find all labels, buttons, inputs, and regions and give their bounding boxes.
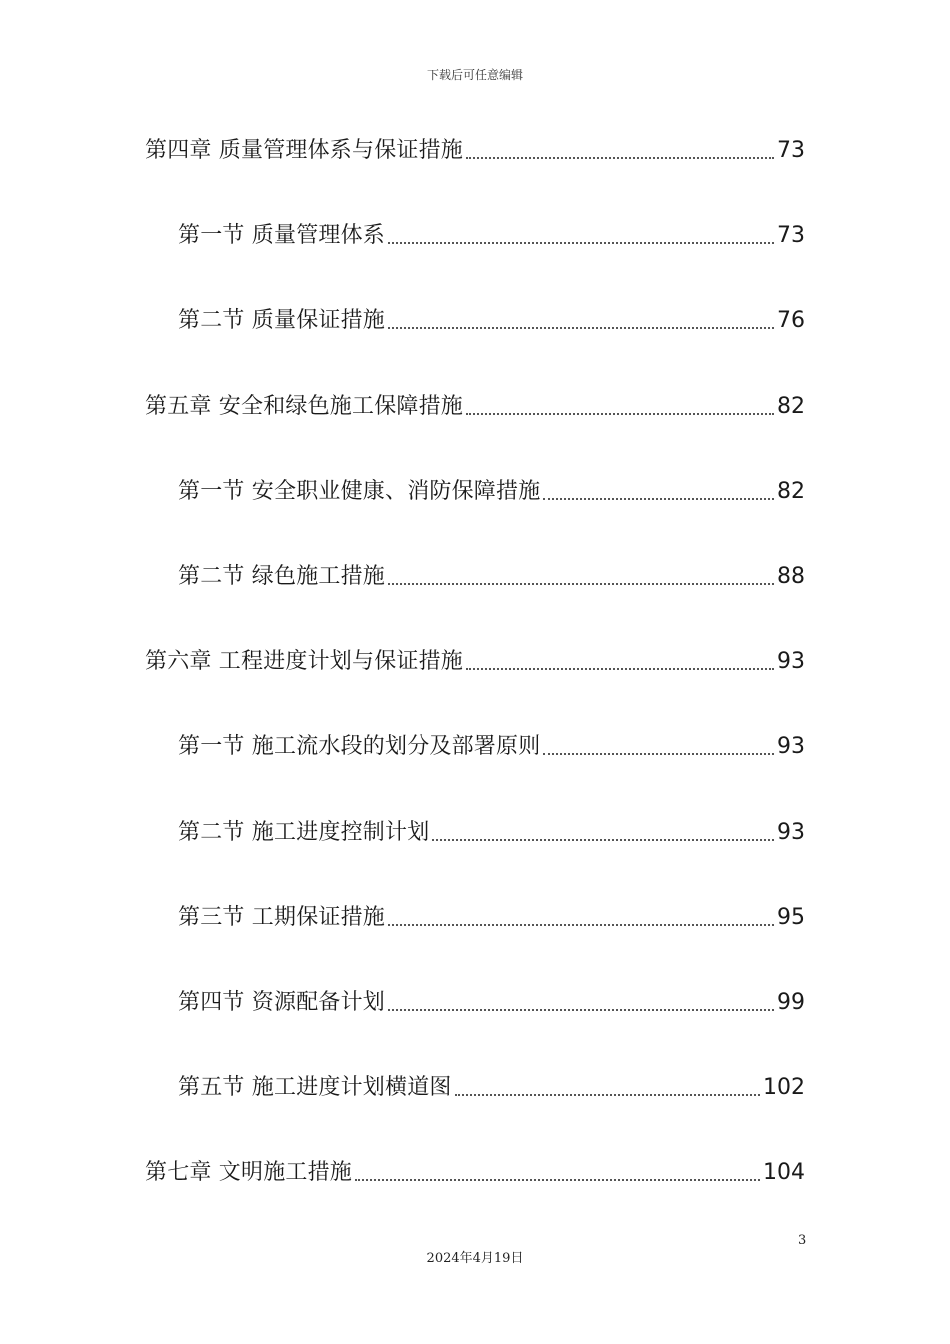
toc-entry-page: 102 — [763, 1075, 805, 1101]
toc-dot-leader — [466, 157, 774, 159]
toc-entry-page: 93 — [777, 649, 805, 675]
page-header: 下载后可任意编辑 — [426, 68, 523, 82]
toc-entry-title: 第一节 施工流水段的划分及部署原则 — [178, 734, 541, 760]
toc-dot-leader — [388, 1009, 774, 1011]
toc-entry-title: 第二节 质量保证措施 — [178, 308, 385, 334]
toc-dot-leader — [466, 668, 774, 670]
toc-entry-page: 104 — [763, 1160, 805, 1186]
toc-section-entry[interactable] — [178, 1068, 805, 1108]
toc-entry-title: 第二节 绿色施工措施 — [178, 564, 385, 589]
toc-entry-page: 73 — [777, 138, 805, 163]
toc-dot-leader — [388, 242, 774, 244]
toc-entry-title: 第四章 质量管理体系与保证措施 — [145, 138, 463, 163]
toc-dot-leader — [388, 924, 774, 926]
toc-entry-page: 73 — [777, 223, 805, 249]
toc-section-entry[interactable] — [178, 983, 805, 1023]
toc-dot-leader — [388, 327, 774, 329]
toc-dot-leader — [355, 1179, 760, 1181]
toc-entry-title: 第三节 工期保证措施 — [178, 904, 385, 930]
toc-section-entry[interactable] — [178, 557, 805, 597]
toc-dot-leader — [543, 753, 774, 755]
page-number: 3 — [798, 1233, 807, 1248]
toc-dot-leader — [455, 1094, 760, 1096]
toc-dot-leader — [543, 498, 774, 500]
toc-dot-leader — [466, 413, 774, 415]
toc-entry-page: 95 — [777, 904, 805, 930]
toc-entry-title: 第五章 安全和绿色施工保障措施 — [145, 393, 463, 419]
toc-entry-page: 93 — [777, 819, 805, 845]
toc-entry-title: 第七章 文明施工措施 — [145, 1160, 352, 1186]
toc-chapter-entry[interactable] — [145, 1153, 805, 1193]
toc-chapter-entry[interactable] — [145, 131, 805, 171]
toc-chapter-entry[interactable] — [145, 642, 805, 682]
toc-entry-title: 第一节 安全职业健康、消防保障措施 — [178, 478, 541, 504]
toc-entry-title: 第二节 施工进度控制计划 — [178, 819, 430, 845]
toc-entry-title: 第六章 工程进度计划与保证措施 — [145, 649, 463, 675]
toc-entry-page: 82 — [777, 393, 805, 419]
toc-entry-title: 第五节 施工进度计划横道图 — [178, 1075, 452, 1101]
toc-section-entry[interactable] — [178, 472, 805, 512]
toc-entry-title: 第一节 质量管理体系 — [178, 223, 385, 249]
toc-section-entry[interactable] — [178, 301, 805, 341]
toc-section-entry[interactable] — [178, 898, 805, 938]
toc-entry-page: 82 — [777, 478, 805, 504]
toc-entry-page: 76 — [777, 308, 805, 334]
toc-dot-leader — [388, 583, 774, 585]
toc-chapter-entry[interactable] — [145, 387, 805, 427]
toc-section-entry[interactable] — [178, 216, 805, 256]
toc-dot-leader — [432, 839, 774, 841]
toc-entry-page: 88 — [777, 564, 805, 589]
toc-entry-page: 99 — [777, 990, 805, 1015]
toc-entry-title: 第四节 资源配备计划 — [178, 990, 385, 1015]
footer-date: 2024年4月19日 — [426, 1251, 524, 1266]
toc-section-entry[interactable] — [178, 813, 805, 853]
toc-section-entry[interactable] — [178, 727, 805, 767]
toc-entry-page: 93 — [777, 734, 805, 760]
